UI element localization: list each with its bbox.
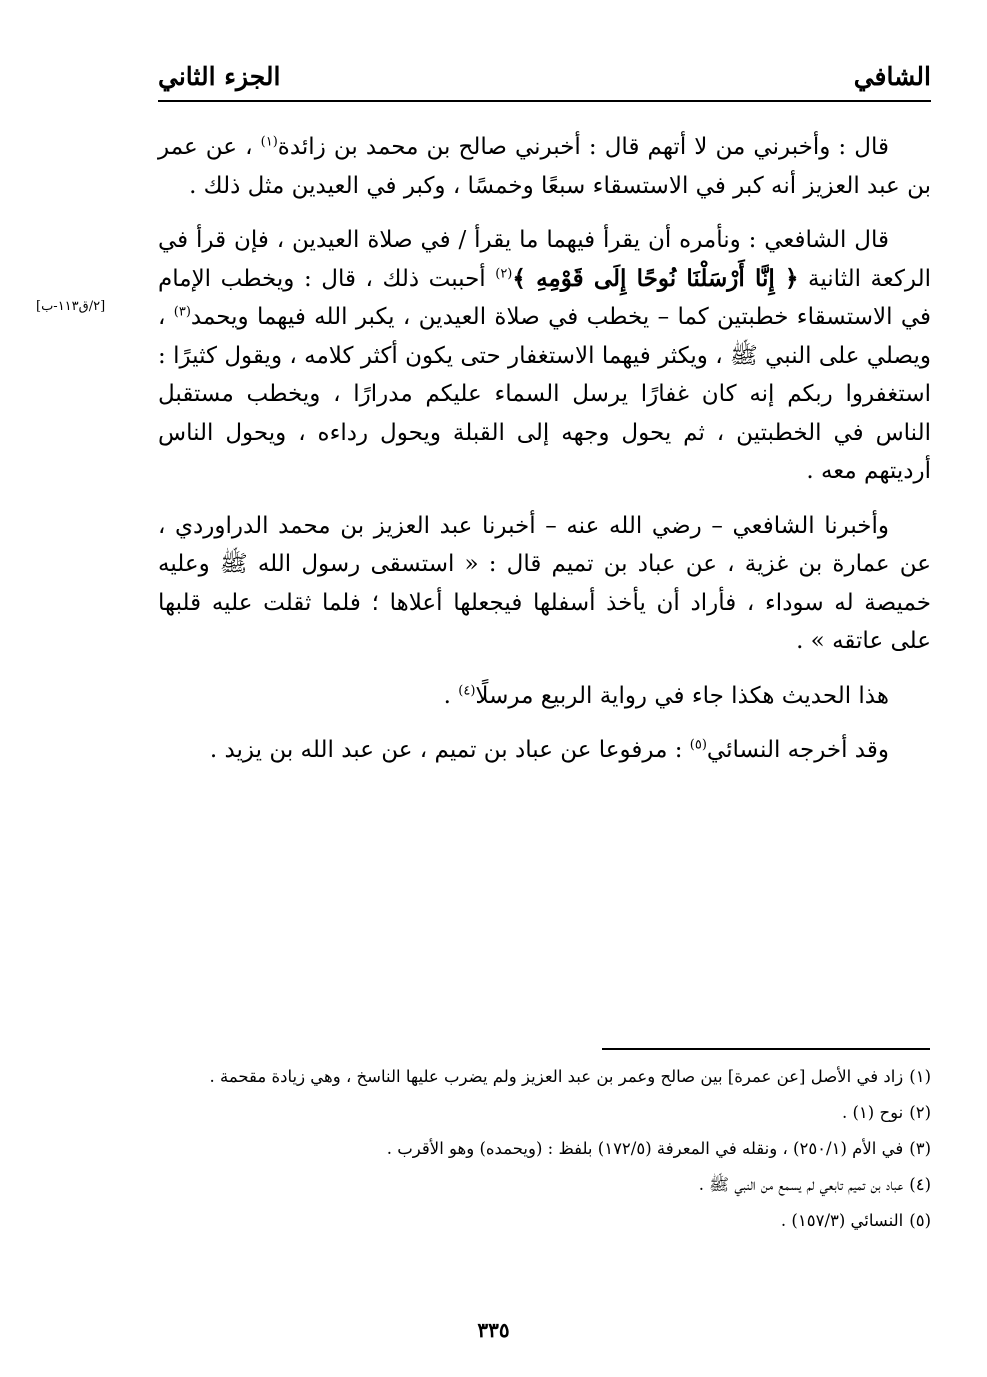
footnote-text: في الأم (٢٥٠/١) ، ونقله في المعرفة (١٧٢/٥) بلفظ : (ويحمده) وهو الأقرب . — [386, 1139, 904, 1158]
footnote-ref-4[interactable]: (٤) — [458, 682, 476, 698]
paragraph-3 — [158, 507, 931, 661]
quran-verse: ﴿ إِنَّا أَرْسَلْنَا نُوحًا إِلَى قَوْمِهِ ﴾ — [512, 264, 799, 292]
footnote-1 — [158, 1062, 931, 1092]
paragraph-text: وقد أخرجه النسائي — [706, 737, 889, 763]
paragraph-text: قال : وأخبرني من لا أتهم قال : أخبرني صالح بن محمد بن زائدة — [277, 134, 889, 160]
paragraph-2 — [158, 221, 931, 491]
footnote-text: نوح (١) . — [841, 1103, 904, 1122]
footnote-3 — [158, 1134, 931, 1164]
footnote-text: عباد بن تميم تابعي لم يسمع من النبي ﷺ . — [698, 1175, 904, 1194]
running-header — [158, 52, 931, 102]
part-label: الجزء الثاني — [158, 62, 281, 91]
paragraph-text: . — [443, 682, 459, 709]
footnote-ref-3[interactable]: (٣) — [173, 304, 191, 320]
paragraph-text: هذا الحديث هكذا جاء في رواية الربيع مرسلًا — [475, 682, 889, 709]
paragraph-text: : مرفوعا عن عباد بن تميم ، عن عبد الله بن يزيد . — [209, 737, 690, 763]
footnote-number: (٣) — [909, 1139, 931, 1158]
footnote-4 — [158, 1170, 931, 1200]
footnote-text: النسائي (١٥٧/٣) . — [780, 1211, 904, 1230]
page-number: ٣٣٥ — [477, 1318, 510, 1342]
book-title: الشافي — [853, 62, 931, 91]
paragraph-1 — [158, 128, 931, 205]
paragraph-text: ، ويصلي على النبي ﷺ ، ويكثر فيهما الاستغفار حتى يكون أكثر كلامه ، ويقول كثيرًا : استغفروا ربكم إنه كان غفارًا يرسل السماء عليكم مدرارًا ، ويخطب مستقبل الناس في الخطبتين ، ثم يحول وجهه إلى القبلة ويحول رداءه ، ويحول الناس أرديتهم معه . — [158, 304, 931, 484]
footnotes — [158, 1062, 931, 1242]
footnote-separator — [602, 1048, 930, 1050]
paragraph-text: ، عن عمر بن عبد العزيز أنه كبر في الاستسقاء سبعًا وخمسًا ، وكبر في العيدين مثل ذلك . — [158, 134, 931, 199]
footnote-text: زاد في الأصل [عن عمرة] بين صالح وعمر بن عبد العزيز ولم يضرب عليها الناسخ ، وهي زيادة مقحمة . — [209, 1067, 904, 1086]
header-rule — [158, 100, 931, 102]
footnote-ref-2[interactable]: (٢) — [495, 265, 513, 281]
footnote-number: (٢) — [909, 1103, 931, 1122]
paragraph-text: وأخبرنا الشافعي – رضي الله عنه – أخبرنا عبد العزيز بن محمد الدراوردي ، عن عمارة بن غزية ، عن عباد بن تميم قال : « استسقى رسول الله ﷺ وعليه خميصة له سوداء ، فأراد أن يأخذ أسفلها فيجعلها أعلاها ؛ فلما ثقلت عليه قلبها على عاتقه » . — [158, 512, 931, 654]
paragraph-5 — [158, 731, 931, 770]
manuscript-folio-note: [٢/ق١١٣-ب] — [36, 299, 106, 314]
footnote-2 — [158, 1098, 931, 1128]
footnote-5 — [158, 1206, 931, 1236]
footnote-number: (١) — [909, 1067, 931, 1086]
paragraph-4 — [158, 677, 931, 716]
paragraph-text: قال الشافعي : ونأمره أن يقرأ فيهما ما يقرأ / في صلاة العيدين ، فإن قرأ في الركعة الثانية — [158, 227, 932, 292]
footnote-ref-5[interactable]: (٥) — [689, 737, 707, 753]
paragraph-text: أحببت ذلك ، قال : ويخطب الإمام في الاستسقاء خطبتين كما – يخطب في صلاة العيدين ، يكبر الله فيهما ويحمد — [158, 265, 931, 330]
footnote-number: (٥) — [909, 1211, 931, 1230]
footnote-number: (٤) — [909, 1175, 931, 1194]
main-text — [158, 128, 931, 786]
footnote-ref-1[interactable]: (١) — [260, 134, 278, 150]
